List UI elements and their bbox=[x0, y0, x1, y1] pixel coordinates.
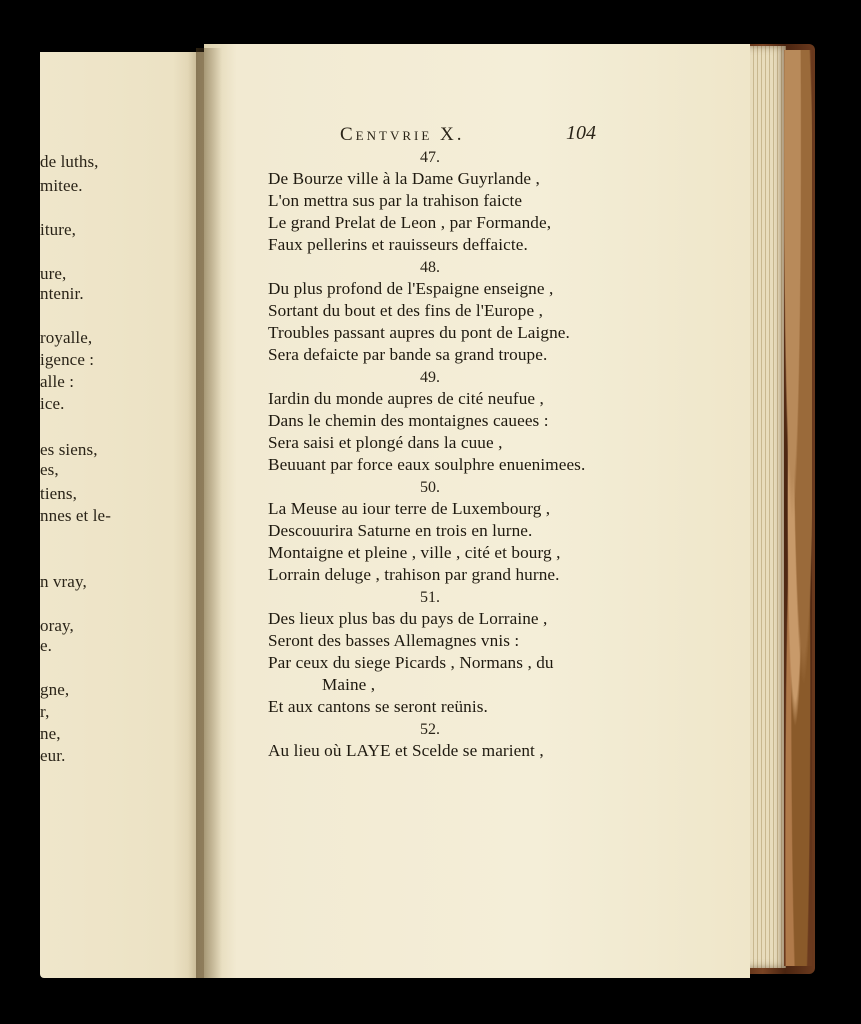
left-page-line: royalle, bbox=[40, 328, 93, 347]
verse-number: 48. bbox=[420, 259, 440, 276]
verse-line: Au lieu où LAYE et Scelde se marient , bbox=[268, 741, 544, 760]
verse-line: Par ceux du siege Picards , Normans , du bbox=[268, 653, 554, 672]
left-page-line: nnes et le- bbox=[40, 506, 111, 525]
verse-line: Sera defaicte par bande sa grand troupe. bbox=[268, 345, 548, 364]
verse-line: Montaigne et pleine , ville , cité et bourg , bbox=[268, 543, 561, 562]
left-page-line: ice. bbox=[40, 394, 65, 413]
left-page-line: tiens, bbox=[40, 484, 77, 503]
left-page-line: ne, bbox=[40, 724, 61, 743]
verse-line: Maine , bbox=[322, 675, 376, 694]
verse-line: Lorrain deluge , trahison par grand hurne. bbox=[268, 565, 560, 584]
verse-number: 47. bbox=[420, 149, 440, 166]
spine-shadow bbox=[196, 48, 222, 978]
verse-line: La Meuse au iour terre de Luxembourg , bbox=[268, 499, 551, 518]
verse-line: Des lieux plus bas du pays de Lorraine , bbox=[268, 609, 548, 628]
verse-line: L'on mettra sus par la trahison faicte bbox=[268, 191, 523, 210]
running-header bbox=[340, 124, 600, 148]
left-page-line: de luths, bbox=[40, 152, 99, 171]
marbled-cover bbox=[784, 50, 812, 966]
verse-number: 50. bbox=[420, 479, 440, 496]
verse-line: Faux pellerins et rauisseurs deffaicte. bbox=[268, 235, 528, 254]
verse-line: Descouurira Saturne en trois en lurne. bbox=[268, 521, 533, 540]
page-number: 104 bbox=[566, 122, 596, 144]
left-page-line: es siens, bbox=[40, 440, 98, 459]
verse-line: De Bourze ville à la Dame Guyrlande , bbox=[268, 169, 540, 188]
left-page-line: e. bbox=[40, 636, 52, 655]
left-page-line: ntenir. bbox=[40, 284, 84, 303]
verse-number: 49. bbox=[420, 369, 440, 386]
left-page-line: oray, bbox=[40, 616, 74, 635]
left-page-line: es, bbox=[40, 460, 59, 479]
verse-line: Le grand Prelat de Leon , par Formande, bbox=[268, 213, 552, 232]
verse-line: Troubles passant aupres du pont de Laigne. bbox=[268, 323, 570, 342]
left-page-line: mitee. bbox=[40, 176, 83, 195]
left-page-line: igence : bbox=[40, 350, 95, 369]
verse-line: Seront des basses Allemagnes vnis : bbox=[268, 631, 520, 650]
verse-line: Dans le chemin des montaignes cauees : bbox=[268, 411, 549, 430]
verse-line: Iardin du monde aupres de cité neufue , bbox=[268, 389, 544, 408]
verse-number: 51. bbox=[420, 589, 440, 606]
verse-line: Sera saisi et plongé dans la cuue , bbox=[268, 433, 503, 452]
verse-line: Beuuant par force eaux soulphre enuenimees. bbox=[268, 455, 586, 474]
left-page-line: ure, bbox=[40, 264, 67, 283]
left-page-line: gne, bbox=[40, 680, 70, 699]
left-page-line: n vray, bbox=[40, 572, 87, 591]
page-title: Centvrie X. bbox=[340, 124, 465, 145]
verse-line: Du plus profond de l'Espaigne enseigne , bbox=[268, 279, 554, 298]
verse-line: Sortant du bout et des fins de l'Europe , bbox=[268, 301, 543, 320]
left-page-line: iture, bbox=[40, 220, 77, 239]
left-page-line: eur. bbox=[40, 746, 66, 765]
left-page-line: alle : bbox=[40, 372, 75, 391]
verse-number: 52. bbox=[420, 721, 440, 738]
verse-line: Et aux cantons se seront reünis. bbox=[268, 697, 488, 716]
left-page-line: r, bbox=[40, 702, 50, 721]
